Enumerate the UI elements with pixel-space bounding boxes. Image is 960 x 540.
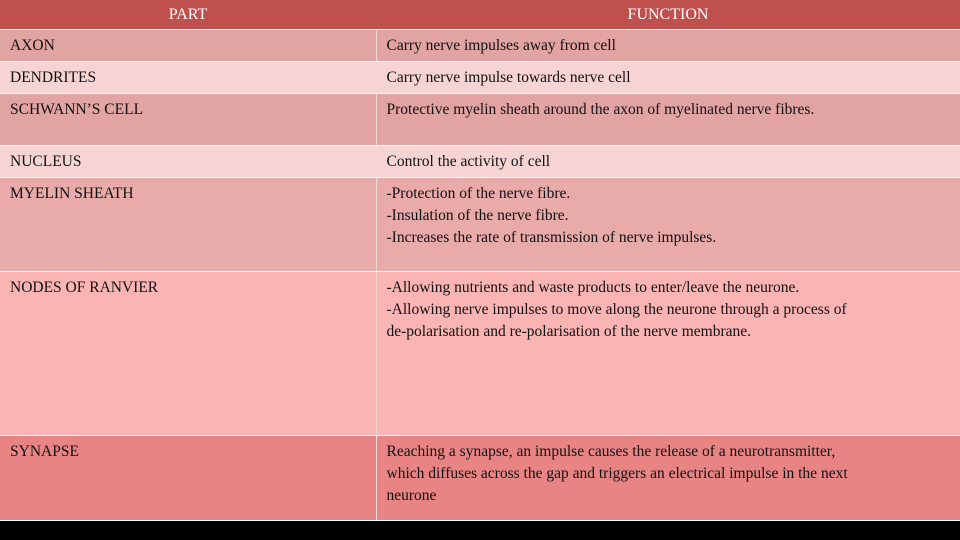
part-cell: MYELIN SHEATH bbox=[0, 178, 376, 272]
function-line: -Allowing nerve impulses to move along the neurone through a process of bbox=[386, 301, 847, 318]
part-cell: DENDRITES bbox=[0, 62, 376, 94]
function-cell bbox=[376, 146, 960, 178]
function-cell bbox=[376, 178, 960, 272]
part-cell: AXON bbox=[0, 30, 376, 62]
part-cell: NUCLEUS bbox=[0, 146, 376, 178]
function-line: Control the activity of cell bbox=[386, 153, 551, 170]
function-line: Carry nerve impulse towards nerve cell bbox=[386, 69, 631, 86]
table-row bbox=[0, 178, 960, 272]
function-line: -Allowing nutrients and waste products to enter/leave the neurone. bbox=[386, 279, 800, 296]
function-cell bbox=[376, 94, 960, 146]
part-cell: SYNAPSE bbox=[0, 436, 376, 521]
function-line: Reaching a synapse, an impulse causes the release of a neurotransmitter, bbox=[386, 443, 836, 460]
function-line: de-polarisation and re-polarisation of the nerve membrane. bbox=[386, 323, 752, 340]
function-line: Carry nerve impulses away from cell bbox=[386, 37, 616, 54]
table-row bbox=[0, 62, 960, 94]
part-cell: NODES OF RANVIER bbox=[0, 272, 376, 436]
part-cell: SCHWANN’S CELL bbox=[0, 94, 376, 146]
function-line: which diffuses across the gap and triggers an electrical impulse in the next bbox=[386, 465, 848, 482]
header-function: FUNCTION bbox=[376, 0, 960, 30]
table-row bbox=[0, 94, 960, 146]
table-row bbox=[0, 146, 960, 178]
table-header-row bbox=[0, 0, 960, 30]
table-row bbox=[0, 272, 960, 436]
function-cell bbox=[376, 436, 960, 521]
function-line: -Protection of the nerve fibre. bbox=[386, 185, 571, 202]
function-line: -Increases the rate of transmission of nerve impulses. bbox=[386, 229, 717, 246]
function-line: neurone bbox=[386, 487, 437, 504]
table-row bbox=[0, 436, 960, 521]
function-cell bbox=[376, 272, 960, 436]
function-line: -Insulation of the nerve fibre. bbox=[386, 207, 569, 224]
header-part: PART bbox=[0, 0, 376, 30]
function-line: Protective myelin sheath around the axon of myelinated nerve fibres. bbox=[386, 101, 815, 118]
function-cell bbox=[376, 30, 960, 62]
function-cell bbox=[376, 62, 960, 94]
table-row bbox=[0, 30, 960, 62]
